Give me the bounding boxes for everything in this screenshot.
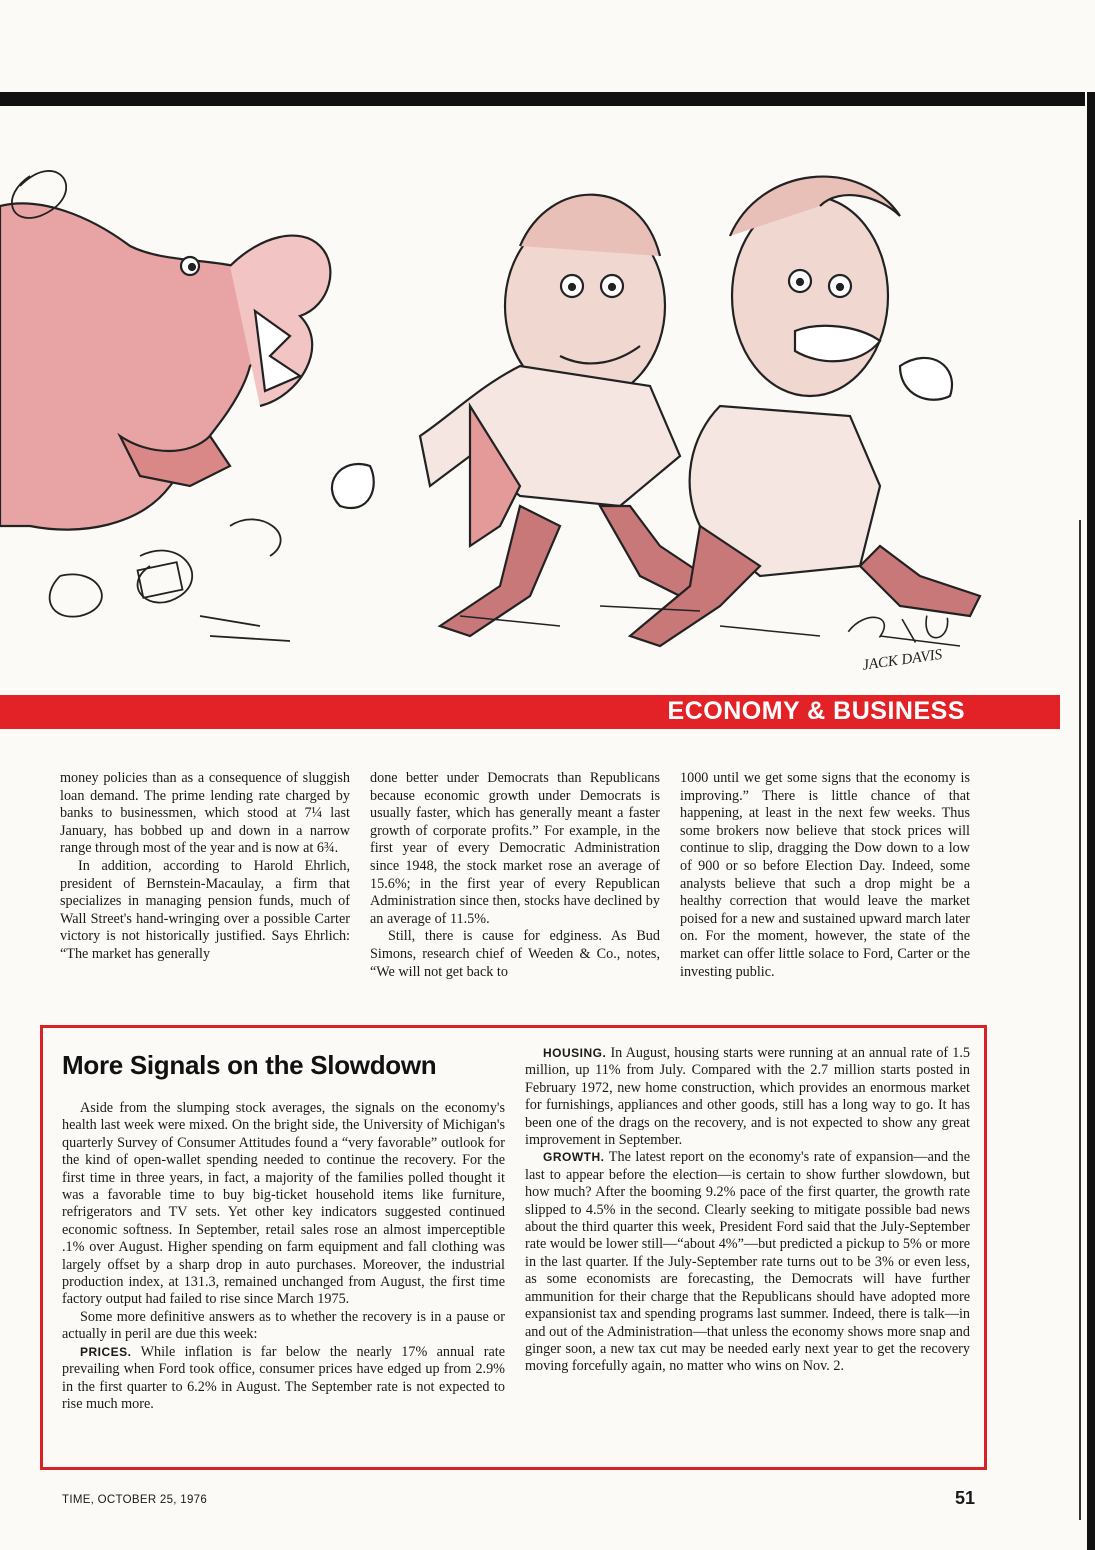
article-paragraph: Still, there is cause for edginess. As Bud Simons, research chief of Weeden & Co., notes, “We will not get back to: [370, 928, 660, 980]
sidebar-paragraph-prices: [62, 1344, 505, 1414]
prices-text: While inflation is far below the nearly 17% annual rate prevailing when Ford took office, consumer prices have edged up from 2.9% in the first quarter to 6.2% in August. The September rate is not expected to rise much more.: [62, 1343, 505, 1412]
article-paragraph: done better under Democrats than Republicans because economic growth under Democrats is usually faster, which has generally meant a faster growth of corporate profits.” For example, in the first year of every Democratic Administration since 1948, the stock market rose an average of 15.6%; in the first year of every Republican Administration since then, stocks have declined by an average of 11.5%.: [370, 770, 660, 927]
prices-label: PRICES.: [80, 1344, 132, 1359]
artist-signature-text: JACK DAVIS: [861, 646, 944, 674]
issue-date: TIME, OCTOBER 25, 1976: [62, 1494, 208, 1506]
page-edge: [1087, 92, 1095, 1550]
housing-text: In August, housing starts were running at an annual rate of 1.5 million, up 11% from July. Compared with the 2.7 million starts posted in February 1972, new home construction, which provides an enormous market for furnishings, appliances and other goods, still has a long way to go. It has been one of the drags on the recovery, and is not expected to show any great improvement in September.: [525, 1045, 970, 1149]
growth-label: GROWTH.: [543, 1150, 605, 1165]
sidebar-column-1: [62, 1100, 505, 1413]
section-banner: [0, 695, 1060, 729]
housing-label: HOUSING.: [543, 1046, 607, 1060]
sidebar-paragraph: Some more definitive answers as to whether the recovery is in a pause or actually in peril are due this week:: [62, 1308, 505, 1343]
sidebar-paragraph: Aside from the slumping stock averages, the signals on the economy's health last week were mixed. On the bright side, the University of Michigan's quarterly Survey of Consumer Attitudes found a “very favorable” outlook for the kind of open-wallet spending needed to continue the recovery. For the first time in three years, in fact, a majority of the families polled thought it was a favorable time to buy big-ticket household items like furniture, refrigerators and TV sets. Yet other key indicators suggested continued economic softness. In September, retail sales rose an almost imperceptible .1% over August. Higher spending on farm equipment and fall clothing was largely offset by a sharp drop in auto purchases. Moreover, the industrial production index, at 131.3, remained unchanged from August, the first time factory output had failed to rise since March 1975.: [62, 1100, 505, 1308]
sidebar-paragraph-growth: [525, 1149, 970, 1375]
editorial-cartoon: [0, 106, 1078, 691]
sidebar-title: More Signals on the Slowdown: [62, 1050, 437, 1080]
page-number: 51: [955, 1488, 976, 1508]
article-column-3: [680, 770, 970, 981]
article-column-2: [370, 770, 660, 981]
article-column-1: [60, 770, 350, 964]
growth-text: The latest report on the economy's rate of expansion—and the last to appear before the election—is certain to show further slowdown, but how much? After the booming 9.2% pace of the first quarter, the growth rate slipped to 4.5% in the second. Clearly seeking to mitigate possible bad news about the third quarter this week, President Ford said that the July-September rate would be lower still—“about 4%”—but predicted a pickup to 5% or more in the last quarter. If the July-September rate turns out to be 3% or even less, as some economists are forecasting, the Democrats will have further ammunition for their charge that the Republicans should have adopted more expansionist tax and spending programs last summer. Indeed, there is talk—in and out of the Administration—that unless the economy shows more snap and ginger soon, a new tax cut may be needed early next year to get the recovery moving forcefully again, no matter who wins on Nov. 2.: [525, 1149, 970, 1375]
artist-signature: [847, 607, 950, 652]
article-paragraph: 1000 until we get some signs that the economy is improving.” There is little chance of that happening, at least in the next few weeks. Thus some brokers now believe that stock prices will continue to slip, dragging the Dow down to a low of 900 or so before Election Day. Indeed, some analysts believe that such a drop might be a healthy correction that would leave the market poised for a new and sustained upward march later on. For the moment, however, the state of the market can offer little solace to Ford, Carter or the investing public.: [680, 770, 970, 980]
page-edge-line: [1079, 520, 1081, 1520]
article-paragraph: money policies than as a consequence of sluggish loan demand. The prime lending rate charged by banks to businessmen, which stood at 7¼ last January, has bobbed up and down in a narrow range through most of the year and is now at 6¾.: [60, 770, 350, 857]
sidebar-column-2: [525, 1045, 970, 1376]
bear-illustration: [0, 203, 330, 529]
sidebar-paragraph-housing: [525, 1045, 970, 1149]
article-paragraph: In addition, according to Harold Ehrlich, president of Bernstein-Macaulay, a firm that specializes in managing pension funds, much of Wall Street's hand-wringing over a possible Carter victory is not historically justified. Says Ehrlich: “The market has generally: [60, 857, 350, 962]
ford-caricature: [332, 195, 732, 636]
section-title: ECONOMY & BUSINESS: [667, 697, 965, 725]
top-rule: [0, 92, 1085, 106]
